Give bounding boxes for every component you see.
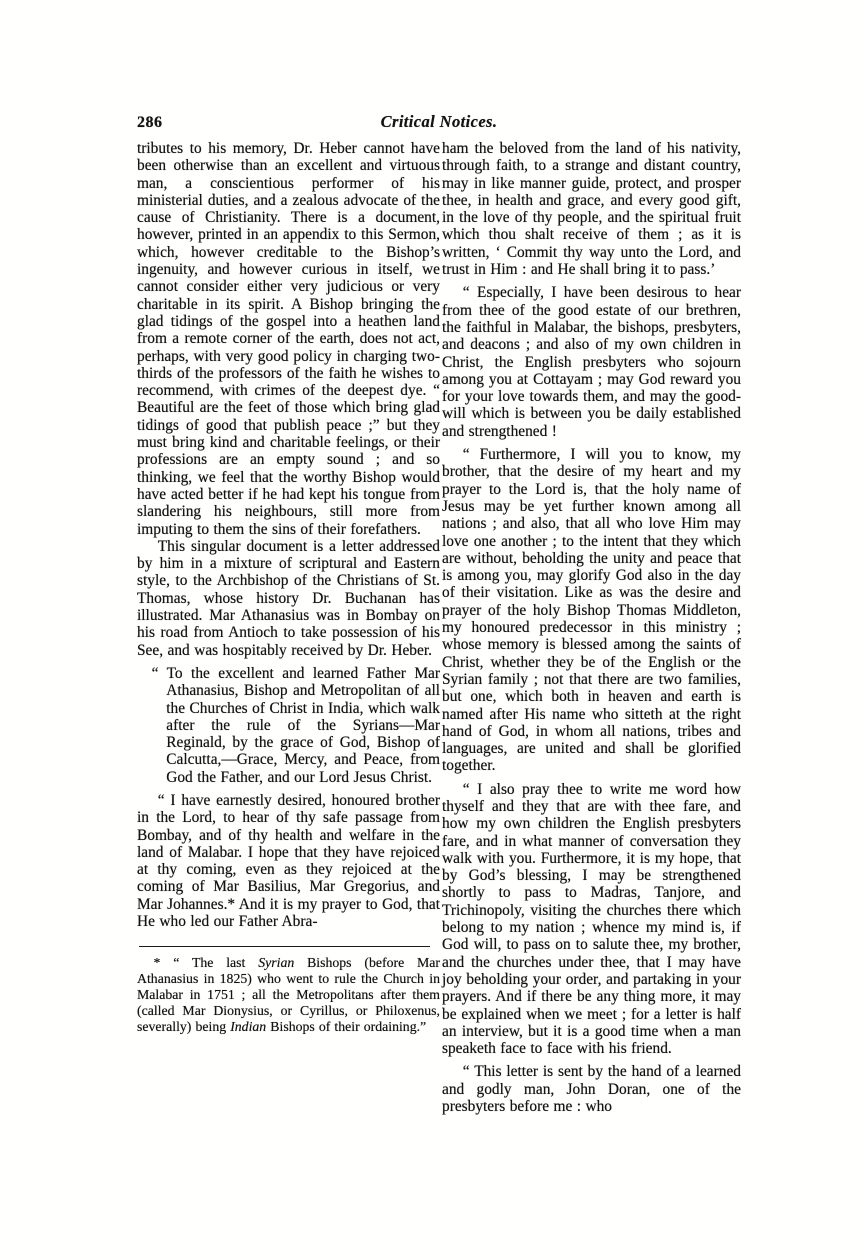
paragraph-review-document: This singular document is a letter addressed by him in a mixture of scriptural and Eastern style, to the Archbishop of the Christians of St. Thomas, whose history Dr. Buchanan has illustrated. Mar Athanasius was in Bombay on his road from Antioch to take possession of his See, and was hospitably received by Dr. Heber. — [137, 537, 440, 659]
paragraph-letter-body-1: “ I have earnestly desired, honoured brother in the Lord, to hear of thy safe passage from Bombay, and of thy health and welfare in the land of Malabar. I hope that they have rejoiced at thy coming, even as they rejoiced at the coming of Mar Basilius, Mar Gregorius, and Mar Johannes.* And it is my prayer to God, that He who led our Father Abra- — [137, 791, 440, 931]
page-number: 286 — [137, 114, 163, 131]
footnote-part: Bishops (before Mar Athanasius in 1825) who went to rule the Church in Malabar in 1751 ; all the Metropolitans after them (called Mar Dionysius, or Cyrillus, or Philoxenus, severally) being — [137, 955, 440, 1034]
paragraph-review-continuation: tributes to his memory, Dr. Heber cannot have been otherwise than an excellent and virtuous man, a conscientious performer of his ministerial duties, and a zealous advocate of the cause of Christianity. There is a document, however, printed in an appendix to this Sermon, which, however creditable to the Bishop’s ingenuity, and however curious in itself, we cannot consider either very judicious or very charitable in its spirit. A Bishop bringing the glad tidings of the gospel into a heathen land from a remote corner of the earth, does not act, perhaps, with very good policy in charging two-thirds of the professors of the faith he wishes to recommend, with crimes of the deepest dye. “ Beautiful are the feet of those which bring glad tidings of good that publish peace ;” but they must bring kind and charitable feelings, or their professions are an empty sound ; and so thinking, we feel that the worthy Bishop would have acted better if he had kept his tongue from slandering his neighbours, still more from imputing to them the sins of their forefathers. — [137, 140, 440, 538]
right-column — [442, 140, 741, 1115]
footnote-italic-syrian: Syrian — [258, 955, 295, 971]
paragraph-letter-pray-thee: “ I also pray thee to write me word how thyself and they that are with thee fare, and how my own children the English presbyters fare, and in what manner of conversation they walk with you. Furthermore, it is my hope, that by God’s blessing, I may be strengthened shortly to pass to Madras, Tanjore, and Trichinopoly, visiting the churches there which belong to my nation ; whence my mind is, if God will, to pass on to salute thee, my brother, and the churches under thee, that I may have joy beholding your order, and partaking in your prayers. And if there be any thing more, it may be explained when we meet ; for a letter is half an interview, but it is a good time when a man speaketh face to face with his friend. — [442, 780, 741, 1058]
footnote-italic-indian: Indian — [230, 1018, 267, 1034]
footnote-part: Bishops of their ordaining.” — [266, 1018, 427, 1034]
footnote — [137, 946, 440, 1035]
running-header — [137, 112, 741, 134]
page-title: Critical Notices. — [380, 112, 498, 131]
paragraph-letter-furthermore: “ Furthermore, I will you to know, my brother, that the desire of my heart and my prayer to the Lord is, that the holy name of Jesus may be yet further known among all nations ; and also, that all who love Him may love one another ; to the intent that they which are without, beholding the unity and peace that is among you, may glorify God also in the day of their visitation. Like as was the desire and prayer of the holy Bishop Thomas Middleton, my honoured predecessor in this ministry ; whose memory is blessed among the saints of Christ, whether they be of the English or the Syrian family ; not that there are two families, but one, which both in heaven and earth is named after His name who sitteth at the right hand of God, in whom all nations, tribes and languages, are united and shall be glorified together. — [442, 446, 741, 775]
paragraph-letter-closing: “ This letter is sent by the hand of a learned and godly man, John Doran, one of the presbyters before me : who — [442, 1063, 741, 1116]
footnote-rule — [139, 946, 430, 947]
footnote-part: * “ The last — [153, 955, 259, 971]
paragraph-letter-salutation: “ To the excellent and learned Father Mar Athanasius, Bishop and Metropolitan of all the Churches of Christ in India, which walk after the rule of the Syrians—Mar Reginald, by the grace of God, Bishop of Calcutta,—Grace, Mercy, and Peace, from God the Father, and our Lord Jesus Christ. — [151, 664, 440, 786]
paragraph-letter-especially: “ Especially, I have been desirous to hear from thee of the good estate of our brethren, the faithful in Malabar, the bishops, presbyters, and deacons ; and also of my own children in Christ, the English presbyters who sojourn among you at Cottayam ; may God reward you for your love towards them, and may the good-will which is between you be daily established and strengthened ! — [442, 284, 741, 440]
paragraph-letter-continuation: ham the beloved from the land of his nativity, through faith, to a strange and distant country, may in like manner guide, protect, and prosper thee, in health and grace, and every good gift, in the love of thy people, and the spiritual fruit which thou shalt receive of them ; as it is written, ‘ Commit thy way unto the Lord, and trust in Him : and He shall bring it to pass.’ — [442, 140, 741, 279]
left-column — [137, 140, 440, 1035]
footnote-text — [137, 955, 440, 1035]
